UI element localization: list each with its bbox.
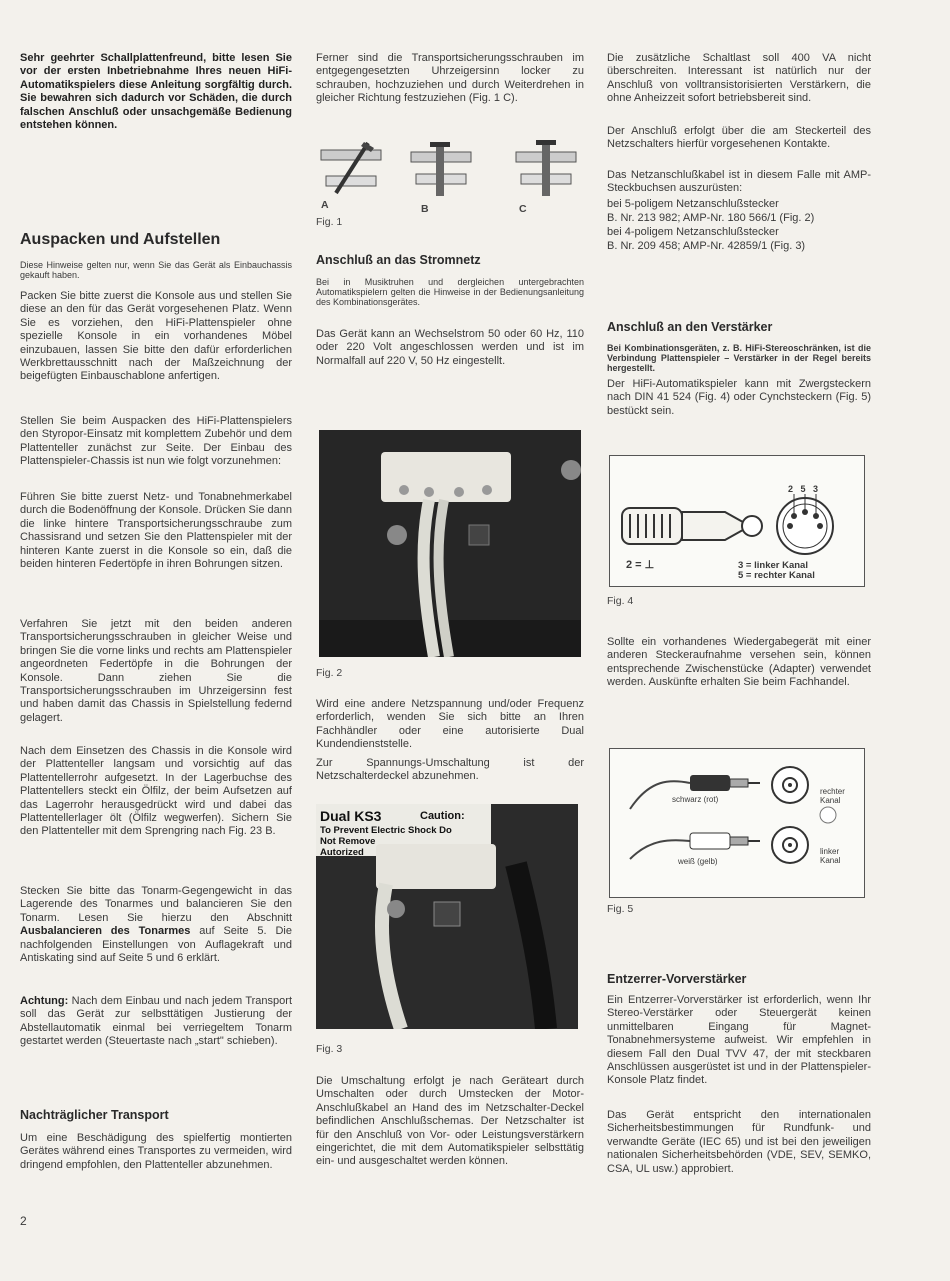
fig3-caution-label: Caution: [420, 810, 465, 822]
paragraph: Das Gerät kann an Wechselstrom 50 oder 60 Hz, 110 oder 220 Volt angeschlossen werden und ist im Normalfall auf 220 V, 50 Hz eingestellt. [316, 328, 584, 367]
paragraph: Führen Sie bitte zuerst Netz- und Tonabnehmerkabel durch die Bodenöffnung der Konsole. Drücken Sie dann die linke hintere Transportsicherungsschraube zum Chassisrand und setzen Sie den Plattenspieler mit der hinteren Kante zuerst in die Konsole so ein, daß die beiden hinteren Federtöpfe in ihren Bohrungen sitzen. [20, 491, 292, 571]
fig3-warning-line: Autorized [320, 847, 364, 858]
fig1-label-a: A [321, 199, 329, 211]
screw-diagram-a [321, 142, 381, 193]
fig4-caption: Fig. 4 [607, 595, 634, 607]
paragraph: Stellen Sie beim Auspacken des HiFi-Plattenspielers den Styropor-Einsatz mit komplettem Zubehör und dem Plattenteller zunächst zur Seite. Der Einbau des Plattenspieler-Chassis ist nun wie folgt vorzunehmen: [20, 415, 292, 468]
heading-entzerrer: Entzerrer-Vorverstärker [607, 972, 747, 986]
heading-auspacken: Auspacken und Aufstellen [20, 231, 221, 248]
paragraph: Sollte ein vorhandenes Wiedergabegerät mit einer anderen Steckeraufnahme versehen sein, können entsprechende Zwischenstücke (Adapter) verwendet werden. Auskünfte erhalten Sie beim Fachhandel. [607, 636, 871, 689]
paragraph: Ein Entzerrer-Vorverstärker ist erforderlich, wenn Ihr Stereo-Verstärker oder Steuergerät keinen unmittelbaren Eingang für Magnet-Tonabnehmersysteme aufweist. Wir empfehlen in diesem Fall den Dual TVV 47, der mit steckbaren Anschlüssen ausgerüstet ist und in der Plattenspieler-Konsole Platz findet. [607, 994, 871, 1087]
cinch-plug-drawing [610, 749, 864, 897]
fig3-warning-line: To Prevent Electric Shock Do [320, 825, 452, 836]
fig4-pin-numbers: 2 5 3 [788, 484, 819, 494]
paragraph: Die Umschaltung erfolgt je nach Geräteart durch Umschalten oder durch Umstecken der Motor-Anschlußkabel an Hand des im Netzschalter-Deckel befindlichen Anschlußschemas. Der Netzschalter ist für den Anschluß von Vor- oder Leistungsverstärkern eingerichtet, die mit dem Automatikspieler selbsttätig ein- und ausgeschaltet werden können. [316, 1075, 584, 1168]
fig1-label-b: B [421, 203, 429, 215]
paragraph: Um eine Beschädigung des spielfertig montierten Gerätes während eines Transportes zu vermeiden, wird dringend empfohlen, den Plattenteller abzunehmen. [20, 1132, 292, 1171]
paragraph: bei 5-poligem Netzanschlußstecker [607, 198, 779, 210]
screw-diagram-b [411, 142, 471, 196]
fig5-black-label: schwarz (rot) [672, 795, 719, 804]
page-number: 2 [20, 1214, 27, 1228]
intro-text: Sehr geehrter Schallplattenfreund, bitte lesen Sie vor der ersten Inbetriebnahme Ihres neuen HiFi-Automatikspielers diese Anleitung sorgfältig durch. Sie bewahren sich dadurch vor Schäden, die durch falschen Anschluß oder unsachgemäße Bedienung entstehen können. [20, 52, 292, 132]
paragraph: Nach dem Einsetzen des Chassis in die Konsole wird der Plattenteller langsam und vorsichtig auf das Plattentellerrohr aufgesetzt. In der Lagerbuchse des Plattentellers steckt ein Ölfilz, der beim Aufsetzen auf das Lagerrohr herausgedrückt wird und dabei das Plattentellerlager ölt (Ölfilz wegwerfen). Sichern Sie den Plattenteller mit dem Sprengring nach Fig. 23 B. [20, 745, 292, 838]
fig1-caption: Fig. 1 [316, 216, 343, 228]
fig3-caption: Fig. 3 [316, 1043, 343, 1055]
paragraph: Ferner sind die Transportsicherungsschrauben im entgegengesetzten Uhrzeigersinn locker zu schrauben, hochzuziehen und durch Weiterdrehen in gleicher Richtung festzuziehen (Fig. 1 C). [316, 52, 584, 105]
paragraph: Zur Spannungs-Umschaltung ist der Netzschalterdeckel abzunehmen. [316, 757, 584, 783]
paragraph [20, 885, 292, 965]
heading-verstaerker: Anschluß an den Verstärker [607, 320, 773, 334]
fig1-drawing [316, 138, 584, 203]
paragraph: Verfahren Sie jetzt mit den beiden anderen Transportsicherungsschrauben in gleicher Weise und bringen Sie die vorne links und rechts am Plattenspieler angeordneten Federtöpfe in die Bohrungen der Konsole. Dann ziehen Sie die Transportsicherungsschrauben im Uhrzeigersinn fest und haben damit das Chassis in Spielstellung federnd gelagert. [20, 618, 292, 724]
paragraph: Das Netzanschlußkabel ist in diesem Falle mit AMP-Steckbuchsen auszurüsten: [607, 169, 871, 195]
fig5-white-label: weiß (gelb) [678, 857, 718, 866]
fig4-right-channel-label: 5 = rechter Kanal [738, 570, 815, 581]
fig5-left-channel-label: linker Kanal [820, 847, 841, 865]
fig5-right-channel-label: rechter Kanal [820, 787, 845, 805]
fig4-ground-label: 2 = ⊥ [626, 559, 655, 571]
note-kombinationsgeraete: Bei Kombinationsgeräten, z. B. HiFi-Stereoschränken, ist die Verbindung Plattenspieler – Verstärker in der Regel bereits hergestellt. [607, 343, 871, 374]
paragraph: Der Anschluß erfolgt über die am Steckerteil des Netzschalters hierfür vorgesehenen Kontakte. [607, 125, 871, 151]
fig3-photo [316, 804, 578, 1029]
screw-diagram-c [516, 140, 576, 196]
fig3-warning-line: Not Remove [320, 836, 376, 847]
warning-label: Achtung: [20, 995, 69, 1007]
fig3-brand-label: Dual KS3 [320, 808, 382, 824]
paragraph: Wird eine andere Netzspannung und/oder Frequenz erforderlich, wenden Sie sich bitte an Ihren Fachhändler oder eine autorisierte Dual Kundendienststelle. [316, 698, 584, 751]
paragraph: Das Gerät entspricht den internationalen Sicherheitsbestimmungen für Rundfunk- und verwandte Geräte (IEC 65) und ist bei den jeweiligen nationalen Sicherheitsbehörden (VDE, SEV, SEMKO, CSA, UL usw.) approbiert. [607, 1109, 871, 1175]
paragraph: Packen Sie bitte zuerst die Konsole aus und stellen Sie diese an den für das Gerät vorgesehenen Platz. Wenn Sie es vorziehen, den HiFi-Plattenspieler ohne spezielle Konsole in ein vorhandenes Möbel einzubauen, lassen Sie bitte den dafür erforderlichen Werkbrettausschnitt nach der Maßzeichnung der beigefügten Einbauschablone anfertigen. [20, 290, 292, 383]
paragraph: Der HiFi-Automatikspieler kann mit Zwergsteckern nach DIN 41 524 (Fig. 4) oder Cynchsteckern (Fig. 5) bestückt sein. [607, 378, 871, 417]
paragraph: Die zusätzliche Schaltlast soll 400 VA nicht überschreiten. Interessant ist natürlich nur der Anschluß von volltransistorisierten Verstärkern, die ohne Anheizzeit sofort betriebsbereit sind. [607, 52, 871, 105]
fig5-diagram [609, 748, 865, 898]
power-connector-photo [319, 430, 581, 657]
text-run: Stecken Sie bitte das Tonarm-Gegengewicht in das Lagerende des Tonarmes und balancieren Sie den Tonarm. Lesen Sie hierzu den Abschnitt [20, 885, 292, 924]
text-run-bold: Ausbalancieren des Tonarmes [20, 925, 191, 938]
note-einbauchassis: Diese Hinweise gelten nur, wenn Sie das Gerät als Einbauchassis gekauft haben. [20, 260, 292, 281]
text-run: auf Seite 5. Die nachfolgenden Einstellungen von Auflagekraft und Antiskating sind auf Seite 5 und 6 erklärt. [20, 925, 292, 965]
heading-transport: Nachträglicher Transport [20, 1108, 169, 1122]
fig4-diagram [609, 455, 865, 587]
fig1-label-c: C [519, 203, 527, 215]
fig5-caption: Fig. 5 [607, 903, 634, 915]
paragraph: B. Nr. 213 982; AMP-Nr. 180 566/1 (Fig. 2) [607, 212, 815, 224]
fig4-left-channel-label: 3 = linker Kanal [738, 560, 808, 571]
text-run: Nach dem Einbau und nach jedem Transport soll das Gerät zur selbsttätigen Justierung der Abstellautomatik einmal bei verriegeltem Tonarm gestartet werden (Steuertaste nach „start" schieben). [20, 995, 292, 1048]
paragraph [20, 995, 292, 1049]
paragraph: bei 4-poligem Netzanschlußstecker [607, 226, 779, 238]
heading-stromnetz: Anschluß an das Stromnetz [316, 253, 481, 267]
paragraph: B. Nr. 209 458; AMP-Nr. 42859/1 (Fig. 3) [607, 240, 806, 252]
note-musiktruhen: Bei in Musiktruhen und dergleichen untergebrachten Automatikspielern gelten die Hinweise in der Bedienungsanleitung des Kombinationsgerätes. [316, 277, 584, 308]
fig2-caption: Fig. 2 [316, 667, 343, 679]
fig2-photo [319, 430, 581, 657]
